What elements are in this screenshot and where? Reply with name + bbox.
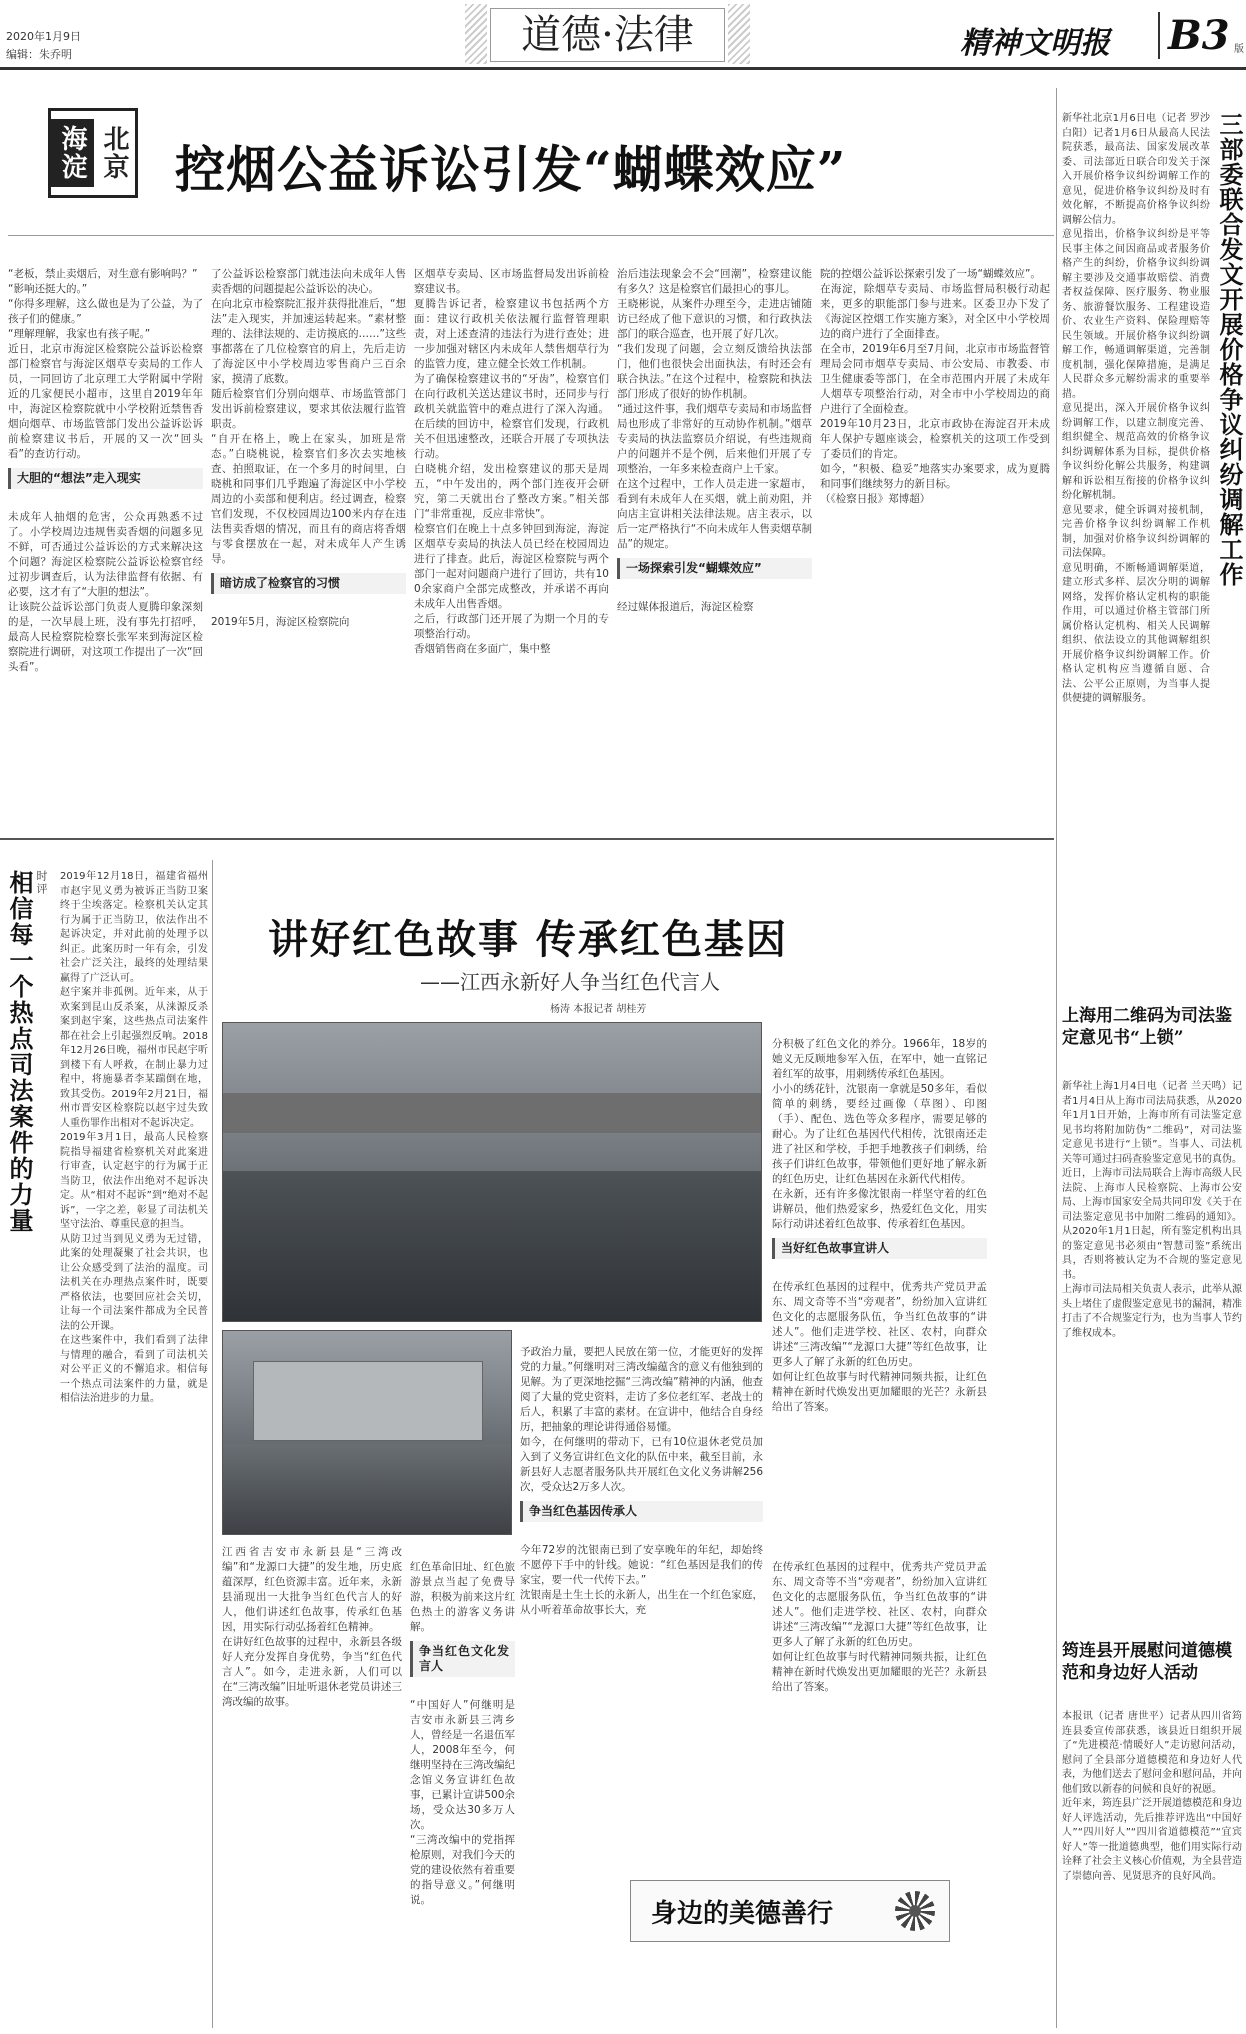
right-bot-text: 本报讯（记者 唐世平）记者从四川省筠连县委宣传部获悉，该县近日组织开展了“先进模范·情暖好人”走访慰问活动，慰问了全县部分道德模范和身边好人代表，为他们送去了慰问金和慰问品，并向他们致以新春的问候和良好的祝愿。 近年来，筠连县广泛开展道德模范和身边好人评选活动，先后推荐评选出“中国好人”“四川好人”“四川省道德模范”“宜宾好人”等一批道德典型，他们用实际行动诠释了社会主义核心价值观，为全县营造了崇德向善、见贤思齐的良好风尚。: [1062, 1711, 1242, 1882]
feature-text-mid: [520, 1330, 763, 1860]
lead-col-5: [820, 252, 1050, 807]
left-col-title: 相信每一个热点司法案件的力量: [5, 870, 34, 1234]
feature-mid-b: 今年72岁的沈银南已到了安享晚年的年纪，却始终不愿停下手中的针线。她说：“红色基因是我们的传家宝，要一代一代传下去。” 沈银南是土生土长的永新人，出生在一个红色家庭，从小听着革命故事长大，充: [520, 1544, 763, 1616]
lead-col-5-text: 院的控烟公益诉讼探索引发了一场“蝴蝶效应”。 在海淀，除烟草专卖局、市场监督局积极行动起来，更多的职能部门参与进来。区委卫办下发了《海淀区控烟工作实施方案》，对全区中小学校周边的商户进行了全面排查。 在全市，2019年6月至7月间，北京市市场监督管理局会同市烟草专卖局、市公安局、市教委、市卫生健康委等部门，在全市范围内开展了未成年人烟草专项整治行动，对全市中小学校周边的商户进行了全面检查。 2019年10月23日，北京市政协在海淀召开未成年人保护专题座谈会，检察机关的这项工作受到了委员们的肯定。 如今，“积极、稳妥”地落实办案要求，成为夏腾和同事们继续努力的新目标。 （《检察日报》郑博超）: [820, 268, 1050, 505]
lead-col-4b-text: “通过这件事，我们烟草专卖局和市场监督局也形成了非常好的互动协作机制。”烟草专卖局的执法监察员介绍说，有些违规商户的问题并不是个例，后来他们开展了专项整治，一年多来检查商户上千家。 在这个过程中，工作人员走进一家超市，看到有未成年人在买烟，就上前劝阻，并向店主宣讲相关法律法规。店主表示，以后一定严格执行“不向未成年人售卖烟草制品”的规定。: [617, 403, 812, 550]
feature-subhead-c: 争当红色文化发言人: [410, 1641, 515, 1677]
feature-text-bot-2: [410, 1545, 515, 2025]
lead-col-3: [414, 252, 609, 807]
flower-decor-icon: [895, 1891, 935, 1931]
page-number: B3: [1158, 12, 1230, 59]
lead-tag-bottom: 海淀: [51, 119, 94, 187]
lead-subhead-3: 一场探索引发“蝴蝶效应”: [617, 558, 812, 579]
masthead: [0, 0, 1246, 70]
feature-bot-c: “中国好人”何继明是吉安市永新县三湾乡人，曾经是一名退伍军人，2008年至今，何继明坚持在三湾改编纪念馆义务宣讲红色故事，已累计宣讲500余场，受众达30多万人次。 “三湾改编中的党指挥枪原则，对我们今天的党的建设依然有着重要的指导意义。”何继明说。: [410, 1699, 515, 1906]
lead-col-2: [211, 252, 406, 807]
lead-col-2c-text: 2019年5月，海淀区检察院向: [211, 616, 350, 628]
feature-byline: 杨涛 本报记者 胡桂芳: [550, 1004, 647, 1015]
lead-col-1b-text: 未成年人抽烟的危害，公众再熟悉不过了。小学校周边违规售卖香烟的问题多见不鲜，可否通过公益诉讼的方式来解决这个问题？海淀区检察院公益诉讼检察官经过初步调查后，认为法律监督有依据、有必要，这才有了“大胆的想法”。 让该院公益诉讼部门负责人夏腾印象深刻的是，一次早晨上班，没有事先打招呼，最高人民检察院检察长张军来到海淀区检察院进行调研，对这项工作提出了一次“回头看”。: [8, 511, 203, 673]
photo-building: [253, 1361, 483, 1441]
feature-subhead-b: 争当红色基因传承人: [520, 1501, 763, 1522]
editor-credit: 编辑：朱乔明: [6, 48, 72, 61]
lead-subhead-1: 大胆的“想法”走入现实: [8, 468, 203, 489]
photo-crowd: [223, 1171, 761, 1321]
right-top-text: 新华社北京1月6日电（记者 罗沙 白阳）记者1月6日从最高人民法院获悉，最高法、国家发展改革委、司法部近日联合印发关于深入开展价格争议纠纷调解工作的意见，促进价格争议纠纷及时有效化解，不断提高价格争议纠纷调解公信力。 意见指出，价格争议纠纷是平等民事主体之间因商品或者服务价格产生的纠纷，价格争议纠纷调解主要涉及交通事故赔偿、消费者权益保障、医疗服务、物业服务、旅游餐饮服务、工程建设造价、农业生产资料、保险理赔等民生领域。开展价格争议纠纷调解工作，畅通调解渠道，完善制度机制，强化保障措施，是满足人民群众多元解纷需求的重要举措。 意见提出，深入开展价格争议纠纷调解工作，以建立制度完善、组织健全、规范高效的价格争议纠纷调解体系为目标，提供价格争议纠纷化解公共服务，构建调解和诉讼相互衔接的价格争议纠纷化解机制。 意见要求，健全诉调对接机制，完善价格争议纠纷调解工作机制，加强对价格争议纠纷调解的司法保障。 意见明确，不断畅通调解渠道，建立形式多样、层次分明的调解网络，发挥价格认定机构的职能作用，可以通过价格主管部门所属价格认定机构、相关人民调解组织、依法设立的其他调解组织开展价格争议纠纷调解工作。价格认定机构应当遵循自愿、合法、公平公正原则，为当事人提供便捷的调解服务。: [1062, 113, 1210, 704]
section-decor-left: [465, 4, 487, 64]
lead-col-4-text: 治后违法现象会不会“回潮”，检察建议能有多久？这是检察官们最担心的事儿。 王晓彬说，从案件办理至今，走进店铺随访已经成了他下意识的习惯，和行政执法部门的联合巡查，也开展了好几次。 “我们发现了问题，会立刻反馈给执法部门，他们也很快会出面执法，有时还会有联合执法。”在这个过程中，检察院和执法部门形成了很好的协作机制。: [617, 268, 812, 400]
lead-col-3b-text: 白晓桃介绍，发出检察建议的那天是周五，“中午发出的，两个部门连夜开会研究，第二天就出台了整改方案。”相关部门“非常重视，反应非常快”。 检察官们在晚上十点多钟回到海淀，海淀区烟草专卖局的执法人员已经在校园周边进行了排查。此后，海淀区检察院与两个部门一起对问题商户进行了回访，共有100余家商户全部完成整改，并承诺不再向未成年人出售香烟。 之后，行政部门还开展了为期一个月的专项整治行动。 香烟销售商在多面广，集中整: [414, 463, 609, 655]
feature-subhead-a: 当好红色故事宣讲人: [772, 1238, 987, 1259]
feature-top-a: 分积极了红色文化的养分。1966年，18岁的她义无反顾地参军入伍，在军中，她一直铭记着红军的故事，用刺绣传承红色基因。 小小的绣花针，沈银南一拿就是50多年，看似简单的刺绣，要经过画像（草图）、印图（手）、配色、选色等众多程序，需要足够的耐心。为了让红色基因代代相传，沈银南还走进了社区和学校，手把手地教孩子们刺绣，给孩子们讲红色故事，带领他们更好地了解永新的红色历史，让红色基因在永新代代相传。 在永新，还有许多像沈银南一样坚守着的红色讲解员，他们热爱家乡，热爱红色文化，用实际行动讲述着红色故事、传承着红色基因。: [772, 1038, 987, 1230]
feature-title: 讲好红色故事 传承红色基因: [268, 916, 788, 963]
lead-headline: 控烟公益诉讼引发“蝴蝶效应”: [175, 140, 847, 199]
photo-banner-red: [223, 1093, 761, 1133]
feature-bot-b: 红色革命旧址、红色旅游景点当起了免费导游，积极为前来这片红色热土的游客义务讲解。: [410, 1561, 515, 1633]
feature-bot-d: 在传承红色基因的过程中，优秀共产党员尹孟东、周文奇等不当“旁观者”，纷纷加入宣讲红色文化的志愿服务队伍，争当红色故事的“讲述人”。他们走进学校、社区、农村，向群众讲述“三湾改编”“龙源口大捷”等红色故事，让更多人了解了永新的红色历史。 如何让红色故事与时代精神同频共振，让红色精神在新时代焕发出更加耀眼的光芒？永新县给出了答案。: [772, 1561, 987, 1693]
left-section-rule: [0, 838, 1054, 840]
right-divider: [1056, 88, 1057, 2028]
section-title: 道德·法律: [490, 8, 725, 62]
lead-col-1: [8, 252, 203, 807]
feature-text-top: [772, 1022, 987, 1540]
lead-col-4: [617, 252, 812, 807]
right-bot-title: 筠连县开展慰问道德模范和身边好人活动: [1062, 1641, 1232, 1683]
lead-col-1-text: “老板，禁止卖烟后，对生意有影响吗？” “影响还挺大的。” “你得多理解，这么做也是为了公益，为了孩子们的健康。” “理解理解，我家也有孩子呢。” 近日，北京市海淀区检察院公益诉讼检察部门检察官与海淀区烟草专卖局的工作人员，一同回访了北京理工大学附属中学附近的几家便民小超市，这里自2019年年中，海淀区检察院就中小学校附近禁售香烟向烟草、市场监管部门发出公益诉讼诉前检察建议书后，开展的又一次“回头看”的查访行动。: [8, 268, 203, 460]
left-col-tag: 时评: [35, 870, 48, 896]
feature-text-bot-1: 江西省吉安市永新县是“三湾改编”和“龙源口大捷”的发生地，历史底蕴深厚，红色资源丰富。近年来，永新县涌现出一大批争当红色代言人的好人，他们讲述红色故事，传承红色基因，用实际行动弘扬着红色精神。 在讲好红色故事的过程中，永新县各级好人充分发挥自身优势，争当“红色代言人”。如今，走进永新，人们可以在“三湾改编”旧址听退休老党员讲述三湾改编的故事。: [222, 1546, 402, 1708]
lead-col-2-text: 了公益诉讼检察部门就违法向未成年人售卖香烟的问题提起公益诉讼的决心。 在向北京市检察院汇报并获得批准后，“想法”走入现实，并加速运转起来。“素材整理的、法律法规的、走访摸底的……”这些事都落在了几位检察官的肩上，先后走访了海淀区中小学校周边零售商户三百余家，摸清了底数。 随后检察官们分别向烟草、市场监管部门发出诉前检察建议，要求其依法履行监管职责。: [211, 268, 406, 430]
photo-children: [223, 1444, 511, 1534]
feature-top-b: 在传承红色基因的过程中，优秀共产党员尹孟东、周文奇等不当“旁观者”，纷纷加入宣讲红色文化的志愿服务队伍，争当红色故事的“讲述人”。他们走进学校、社区、农村，向群众讲述“三湾改编”“龙源口大捷”等红色故事，让更多人了解了永新的红色历史。 如何让红色故事与时代精神同频共振，让红色精神在新时代焕发出更加耀眼的光芒？永新县给出了答案。: [772, 1281, 987, 1413]
feature-photo-soldiers: [222, 1022, 762, 1322]
issue-date: 2020年1月9日: [6, 30, 81, 43]
feature-mid-a: 予政治力量，要把人民放在第一位，才能更好的发挥党的力量。”何继明对三湾改编蕴含的意义有他独到的见解。为了更深地挖掘“三湾改编”精神的内涵，他查阅了大量的党史资料，走访了多位老红军、老战士的后人，积累了丰富的素材。在宣讲中，他结合自身经历，把抽象的理论讲得通俗易懂。 如今，在何继明的带动下，已有10位退休老党员加入到了义务宣讲红色文化的队伍中来，截至目前，永新县好人志愿者服务队共开展红色文化义务讲解256次，受众达2万多人次。: [520, 1346, 763, 1493]
left-col-divider: [212, 860, 213, 2028]
lead-rule: [8, 235, 1054, 236]
right-mid-text: 新华社上海1月4日电（记者 兰天鸣）记者1月4日从上海市司法局获悉，从2020年1月1日开始，上海市所有司法鉴定意见书均将附加防伪“二维码”，对司法鉴定意见书进行“上锁”。当事人、司法机关等可通过扫码查验鉴定意见书的真伪。 近日，上海市司法局联合上海市高级人民法院、上海市人民检察院、上海市公安局、上海市国家安全局共同印发《关于在司法鉴定意见书中加附二维码的通知》。从2020年1月1日起，所有鉴定机构出具的鉴定意见书必须由“智慧司鉴”系统出具，否则将被认定为不合规的鉴定意见书。 上海市司法局相关负责人表示，此举从源头上堵住了虚假鉴定意见书的漏洞，精准打击了不合规鉴定行为，也为当事人节约了维权成本。: [1062, 1081, 1242, 1339]
section-decor-right: [728, 4, 750, 64]
right-top-title: 三部委联合发文开展价格争议纠纷调解工作: [1215, 112, 1244, 587]
left-col-text: 2019年12月18日，福建省福州市赵宇见义勇为被诉正当防卫案终于尘埃落定。检察机关认定其行为属于正当防卫，依法作出不起诉决定，并对此前的处理予以纠正。此案历时一年有余，引发社会广泛关注，最终的处理结果赢得了广泛认可。 赵宇案并非孤例。近年来，从于欢案到昆山反杀案，从涞源反杀案到赵宇案，这些热点司法案件都在社会上引起强烈反响。2018年12月26日晚，福州市民赵宇听到楼下有人呼救，在制止暴力过程中，将施暴者李某踹倒在地，致其受伤。2019年2月21日，福州市晋安区检察院以赵宇过失致人重伤罪作出相对不起诉决定。 2019年3月1日，最高人民检察院指导福建省检察机关对此案进行审查，认定赵宇的行为属于正当防卫，依法作出绝对不起诉决定。从“相对不起诉”到“绝对不起诉”，一字之差，彰显了司法机关坚守法治、尊重民意的担当。 从防卫过当到见义勇为无过错，此案的处理凝聚了社会共识，也让公众感受到了法治的温度。司法机关在办理热点案件时，既要严格依法，也要回应社会关切，让每一个司法案件都成为全民普法的公开课。 在这些案件中，我们看到了法律与情理的融合，看到了司法机关对公平正义的不懈追求。相信每一个热点司法案件的力量，就是相信法治进步的力量。: [60, 871, 208, 1404]
lead-tag: [48, 108, 138, 198]
lead-col-3-text: 区烟草专卖局、区市场监督局发出诉前检察建议书。 夏腾告诉记者，检察建议书包括两个方面：建议行政机关依法履行监督管理职责，对上述查清的违法行为进行查处；进一步加强对辖区内未成年人禁售烟草行为的监管力度，建立健全长效工作机制。 为了确保检察建议书的“牙齿”，检察官们在向行政机关送达建议书时，还同步与行政机关就监管中的难点进行了深入沟通。在后续的回访中，检察官们发现，行政机关不但迅速整改，还联合开展了专项执法行动。: [414, 268, 609, 460]
lead-col-4c-text: 经过媒体报道后，海淀区检察: [617, 601, 754, 613]
paper-name: 精神文明报: [960, 26, 1110, 61]
edition-label: 版: [1234, 44, 1244, 55]
feature-banner-text: 身边的美德善行: [651, 1899, 834, 1929]
right-mid-title: 上海用二维码为司法鉴定意见书“上锁”: [1062, 1006, 1232, 1048]
lead-subhead-2: 暗访成了检察官的习惯: [211, 573, 406, 594]
lead-col-2b-text: “自开在格上，晚上在家头，加班是常态。”白晓桃说，检察官们多次去实地核查、拍照取证，在一个多月的时间里，白晓桃和同事们几乎跑遍了海淀区中小学校周边的小卖部和便利店。经过调查，检察官们发现，不仅校园周边100米内存在违法售卖香烟的情况，而且有的商店将香烟与零食摆放在一起，对未成年人产生诱导。: [211, 433, 406, 565]
feature-subtitle: ——江西永新好人争当红色代言人: [420, 970, 720, 994]
feature-banner: [630, 1880, 950, 1942]
feature-photo-memorial: [222, 1330, 512, 1535]
feature-text-bot-3: [772, 1545, 987, 1845]
lead-tag-top: 北京: [99, 125, 129, 181]
